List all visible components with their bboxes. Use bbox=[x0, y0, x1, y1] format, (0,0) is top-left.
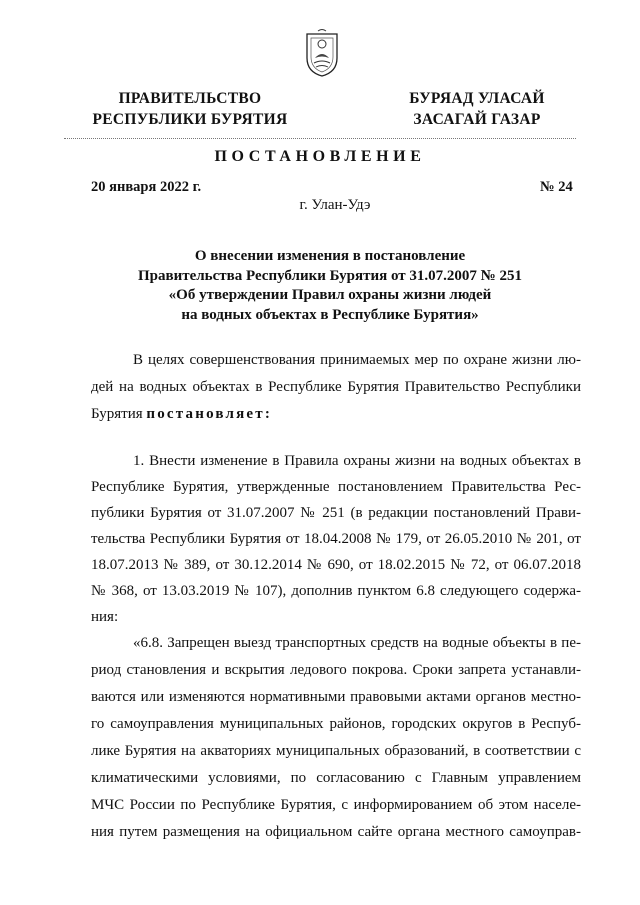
document-type: ПОСТАНОВЛЕНИЕ bbox=[214, 148, 426, 165]
item1-line: тельства Республики Бурятия от 18.04.2008 № 179, от 26.05.2010 № 201, от bbox=[91, 531, 581, 547]
issuer-line-2: РЕСПУБЛИКИ БУРЯТИЯ bbox=[92, 111, 288, 128]
item68-line: МЧС России по Республике Бурятия, с информированием об этом населе- bbox=[91, 797, 581, 813]
preamble-line: В целях совершенствования принимаемых мер по охране жизни лю- bbox=[133, 352, 581, 368]
item1-line: Республике Бурятия, утвержденные постановлением Правительства Рес- bbox=[91, 479, 581, 495]
item68-line: климатическими условиями, по согласованию с Главным управлением bbox=[91, 770, 581, 786]
document-number: № 24 bbox=[540, 179, 573, 195]
item1-line: ния: bbox=[91, 609, 119, 625]
preamble-line bbox=[91, 406, 272, 423]
item68-line: лике Бурятия на акваториях муниципальных образований, в соответствии с bbox=[91, 743, 581, 759]
preamble-line: дей на водных объектах в Республике Бурятия Правительство Республики bbox=[91, 379, 581, 395]
issuer-line-1: ПРАВИТЕЛЬСТВО bbox=[118, 90, 262, 107]
item68-line: ваются или изменяются нормативными правовыми актами органов местно- bbox=[91, 689, 581, 705]
item68-line: риод становления и вскрытия ледового покрова. Сроки запрета устанавли- bbox=[91, 662, 581, 678]
item1-line: 18.07.2013 № 389, от 30.12.2014 № 690, от 18.02.2015 № 72, от 06.07.2018 bbox=[91, 557, 581, 573]
document-date: 20 января 2022 г. bbox=[91, 179, 202, 195]
item68-line: го самоуправления муниципальных районов, городских округов в Респуб- bbox=[91, 716, 581, 732]
subject-line: Правительства Республики Бурятия от 31.07.2007 № 251 bbox=[137, 267, 522, 284]
subject-line: на водных объектах в Республике Бурятия» bbox=[181, 306, 479, 323]
item68-line: ния путем размещения на официальном сайте органа местного самоуправ- bbox=[91, 824, 581, 840]
item1-line: публики Бурятия от 31.07.2007 № 251 (в редакции постановлений Прави- bbox=[91, 505, 581, 521]
item1-line: 1. Внести изменение в Правила охраны жизни на водных объектах в bbox=[133, 453, 581, 469]
document-body bbox=[91, 0, 581, 905]
resolution-verb: постановляет: bbox=[146, 406, 273, 422]
issuer-line-2-buryat: ЗАСАГАЙ ГАЗАР bbox=[413, 111, 541, 128]
preamble-prefix: Бурятия bbox=[91, 406, 147, 422]
subject-line: О внесении изменения в постановление bbox=[194, 248, 466, 264]
issuer-line-1-buryat: БУРЯАД УЛАСАЙ bbox=[409, 90, 545, 107]
document-city: г. Улан-Удэ bbox=[299, 197, 371, 213]
subject-line: «Об утверждении Правил охраны жизни людей bbox=[168, 287, 492, 303]
item68-line: «6.8. Запрещен выезд транспортных средств на водные объекты в пе- bbox=[133, 635, 581, 651]
item1-line: № 368, от 13.03.2019 № 107), дополнив пунктом 6.8 следующего содержа- bbox=[91, 583, 581, 599]
